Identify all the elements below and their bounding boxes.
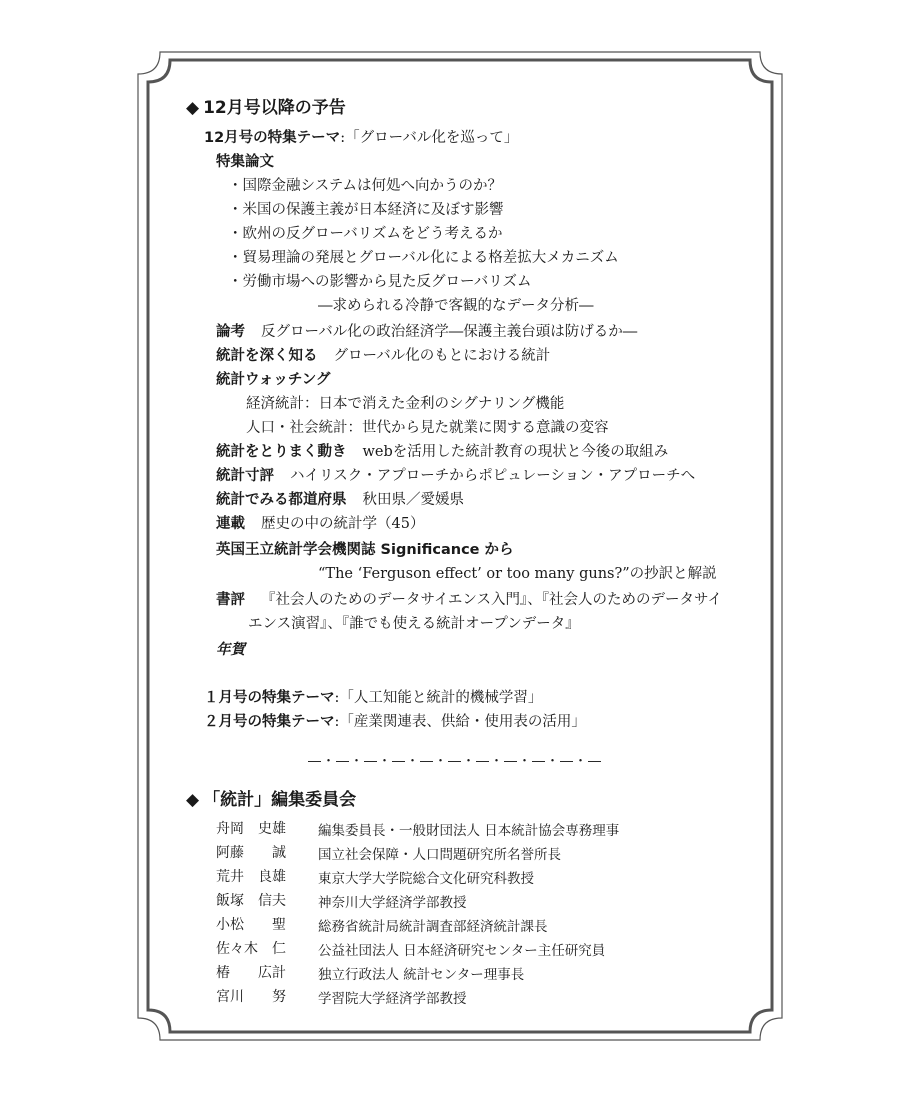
member-name: 阿藤 誠: [216, 845, 286, 861]
member-name: 佐々木 仁: [216, 941, 286, 957]
february-theme-label: ２月号の特集テーマ: [204, 714, 335, 730]
member-name: 飯塚 信夫: [216, 893, 286, 909]
bullet-item: ・欧州の反グローバリズムをどう考えるか: [228, 226, 503, 242]
sunpyo-label: 統計寸評: [216, 468, 274, 484]
rensai-label: 連載: [216, 516, 245, 532]
january-theme-value: :「人工知能と統計的機械学習」: [334, 690, 543, 706]
ronko-value: 反グローバル化の政治経済学―保護主義台頭は防げるか―: [261, 324, 638, 340]
december-theme: [204, 128, 518, 148]
sunpyo-value: ハイリスク・アプローチからポピュレーション・アプローチへ: [290, 468, 696, 484]
february-theme: [204, 712, 586, 732]
shohyo-row: [216, 590, 722, 610]
ronko-label: 論考: [216, 324, 245, 340]
significance-value: “The ‘Ferguson effect’ or too many guns?”の抄訳と解説: [318, 566, 717, 582]
member-position: 学習院大学経済学部教授: [318, 991, 467, 1007]
member-name: 宮川 努: [216, 989, 286, 1005]
shohyo-label: 書評: [216, 592, 245, 608]
todofuken-label: 統計でみる都道府県: [216, 492, 347, 508]
bullet-item: ・貿易理論の発展とグローバル化による格差拡大メカニズム: [228, 250, 619, 266]
february-theme-value: :「産業関連表、供給・使用表の活用」: [334, 714, 586, 730]
bullet-item: ・米国の保護主義が日本経済に及ぼす影響: [228, 202, 504, 218]
shohyo-line1: 『社会人のためのデータサイエンス入門』、『社会人のためのデータサイ: [261, 592, 722, 608]
member-position: 公益社団法人 日本経済研究センター主任研究員: [318, 943, 606, 959]
significance-label: 英国王立統計学会機関誌 Significance から: [216, 542, 514, 558]
separator-line: ―・―・―・―・―・―・―・―・―・―・―: [308, 754, 603, 769]
rensai-value: 歴史の中の統計学（45）: [261, 516, 425, 532]
bullet-subtitle: ―求められる冷静で客観的なデータ分析―: [318, 298, 594, 314]
preview-heading: ◆ 12月号以降の予告: [186, 98, 346, 118]
member-position: 東京大学大学院総合文化研究科教授: [318, 871, 534, 887]
shohyo-line2: エンス演習』、『誰でも使える統計オープンデータ』: [248, 616, 580, 632]
fukaku-label: 統計を深く知る: [216, 348, 318, 364]
watching-label: 統計ウォッチング: [216, 372, 331, 388]
member-name: 舟岡 史雄: [216, 821, 286, 837]
fukaku-row: [216, 346, 550, 366]
diamond-icon: ◆: [186, 790, 200, 810]
ronko-row: [216, 322, 637, 342]
member-position: 独立行政法人 統計センター理事長: [318, 967, 525, 983]
special-articles-label: 特集論文: [216, 154, 274, 170]
torimaku-value: webを活用した統計教育の現状と今後の取組み: [362, 444, 669, 460]
sunpyo-row: [216, 466, 695, 486]
committee-heading: ◆ 「統計」編集委員会: [186, 790, 357, 810]
todofuken-value: 秋田県／愛媛県: [362, 492, 464, 508]
member-name: 椿 広計: [216, 965, 286, 981]
watching-item: 人口・社会統計：世代から見た就業に関する意識の変容: [246, 420, 609, 436]
january-theme: [204, 688, 542, 708]
member-name: 小松 聖: [216, 917, 286, 933]
todofuken-row: [216, 490, 464, 510]
member-position: 神奈川大学経済学部教授: [318, 895, 467, 911]
torimaku-label: 統計をとりまく動き: [216, 444, 347, 460]
bullet-item: ・国際金融システムは何処へ向かうのか？: [228, 178, 503, 194]
torimaku-row: [216, 442, 668, 462]
december-theme-value: :「グローバル化を巡って」: [340, 130, 519, 146]
member-position: 総務省統計局統計調査部経済統計課長: [318, 919, 548, 935]
member-position: 編集委員長・一般財団法人 日本統計協会専務理事: [318, 823, 620, 839]
january-theme-label: １月号の特集テーマ: [204, 690, 335, 706]
member-position: 国立社会保障・人口問題研究所名誉所長: [318, 847, 561, 863]
bullet-item: ・労働市場への影響から見た反グローバリズム: [228, 274, 532, 290]
rensai-row: [216, 514, 424, 534]
december-theme-label: 12月号の特集テーマ: [204, 130, 341, 146]
diamond-icon: ◆: [186, 98, 200, 118]
fukaku-value: グローバル化のもとにおける統計: [333, 348, 551, 364]
greeting: 年賀: [216, 642, 245, 658]
member-name: 荒井 良雄: [216, 869, 286, 885]
watching-item: 経済統計：日本で消えた金利のシグナリング機能: [246, 396, 565, 412]
